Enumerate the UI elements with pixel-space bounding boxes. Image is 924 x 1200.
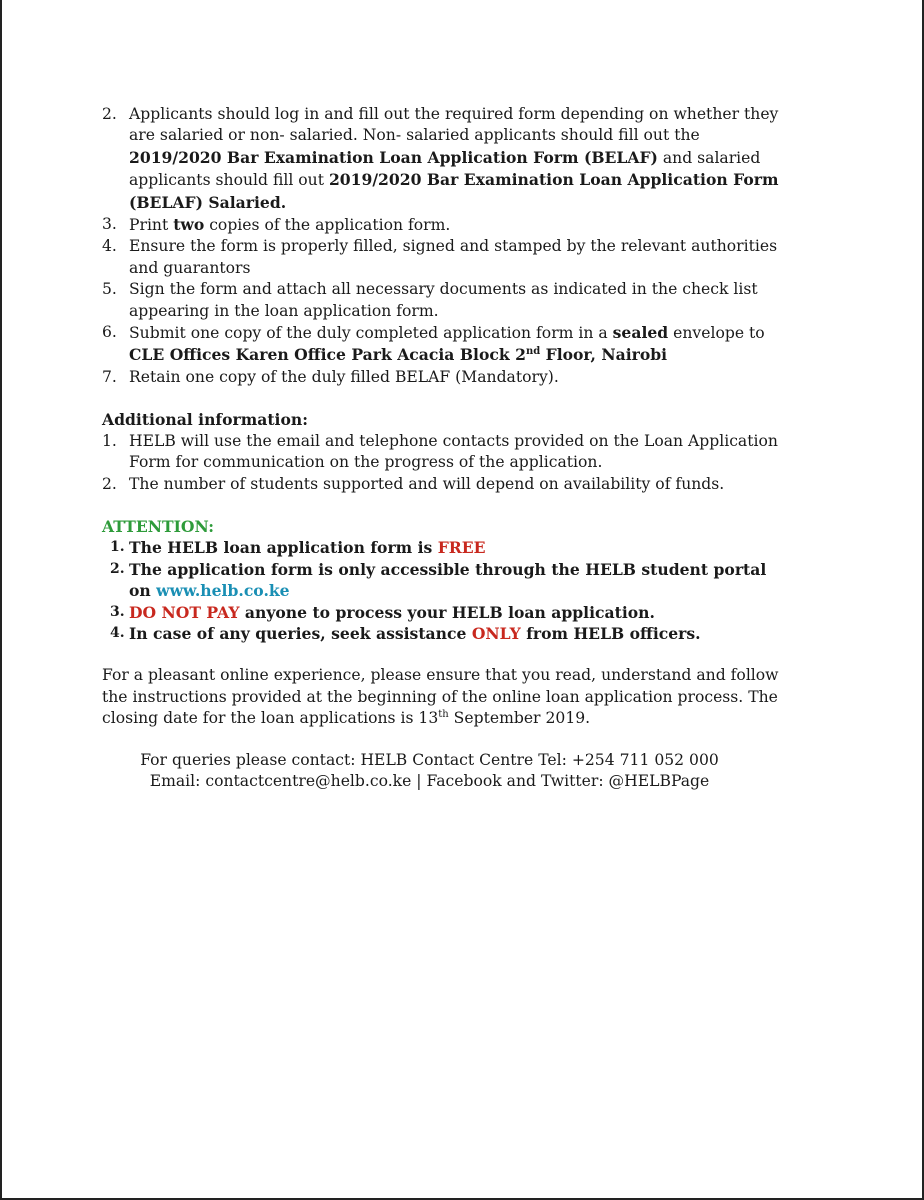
text-run: Retain one copy of the duly filled BELAF (Mandatory). [129,367,559,386]
additional-item [102,431,792,474]
text-run: For a pleasant online experience, please ensure that you read, understand and follow the instructions provided at the beginning of the online loan application process. The closing date for the loan applications is 13 [102,666,779,728]
text-run: 2019/2020 Bar Examination Loan Application Form (BELAF) [129,147,658,167]
list-number: 4. [110,624,125,641]
list-number: 6. [102,323,117,342]
text-run: September 2019. [448,709,591,728]
list-item-text [129,237,777,276]
list-number: 5. [102,280,117,299]
list-number: 1. [110,539,125,556]
contact-email-line: Email: contactcentre@helb.co.ke | Facebook and Twitter: @HELBPage [149,771,710,790]
list-number: 2. [102,474,117,493]
text-run: Print [129,216,174,235]
text-run: anyone to process your HELB loan application. [239,602,655,622]
text-run: 2019/2020 Bar Examination Loan Application Form (BELAF) Salaried. [129,170,779,212]
list-number: 3. [110,603,125,620]
list-item-text [129,475,724,493]
attention-heading: ATTENTION: [102,516,214,536]
additional-info-list [102,431,792,495]
list-number: 1. [102,431,117,450]
list-item-text [129,216,450,234]
text-run: envelope to [668,324,765,343]
additional-item [102,474,792,495]
step-item [102,214,792,236]
text-run: from HELB officers. [520,623,701,643]
text-run: sealed [612,323,669,343]
list-item-text [129,105,778,212]
list-number: 3. [102,215,117,234]
list-item-text [129,324,765,364]
list-number: 2. [102,105,117,123]
step-item [102,236,792,279]
step-item [102,322,792,367]
list-item-text [129,432,778,471]
attention-item [102,623,792,644]
document-body [102,104,792,792]
text-run: th [438,708,449,720]
text-run: and salaried applicants should fill out [129,148,761,190]
application-steps-list [102,104,792,388]
list-item-text [129,560,766,600]
list-item-text [129,624,701,643]
text-run: CLE Offices Karen Office Park Acacia Block 2 [129,345,526,365]
text-run: The application form is only accessible through the HELB student portal on [129,559,767,601]
step-item [102,104,792,214]
list-number: 7. [102,367,117,386]
text-run: In case of any queries, seek assistance [129,623,472,643]
text-run: Floor, Nairobi [540,345,668,365]
step-item [102,279,792,322]
list-number: 4. [102,237,117,256]
closing-paragraph [102,665,792,729]
text-run: two [173,215,205,235]
text-run: Ensure the form is properly filled, signed and stamped by the relevant authorities and guarantors [129,237,778,277]
contact-phone-line: For queries please contact: HELB Contact Centre Tel: +254 711 052 000 [140,750,719,769]
portal-link[interactable]: www.helb.co.ke [156,581,290,601]
attention-item [102,602,792,623]
list-item-text [129,368,559,386]
text-run: FREE [437,538,486,558]
text-run: Sign the form and attach all necessary documents as indicated in the check list appearing in the loan application form. [129,280,758,320]
step-item [102,367,792,388]
text-run: The number of students supported and will depend on availability of funds. [129,474,725,493]
list-item-text [129,538,486,557]
text-run: DO NOT PAY [129,602,240,622]
list-item-text [129,280,758,319]
attention-item [102,559,792,602]
attention-item [102,537,792,558]
list-number: 2. [110,560,125,577]
text-run: HELB will use the email and telephone contacts provided on the Loan Application Form for communication on the progress of the application. [129,431,778,472]
contact-info [72,750,787,793]
attention-list [102,537,792,644]
text-run: Applicants should log in and fill out the required form depending on whether they are salaried or non- salaried. Non- salaried applicants should fill out the [129,105,779,145]
text-run: copies of the application form. [204,216,451,235]
text-run: ONLY [471,623,521,643]
additional-info-heading: Additional information: [102,410,308,430]
text-run: The HELB loan application form is [129,538,438,558]
text-run: nd [525,346,541,358]
text-run: Submit one copy of the duly completed application form in a [129,324,613,343]
list-item-text [129,603,655,622]
